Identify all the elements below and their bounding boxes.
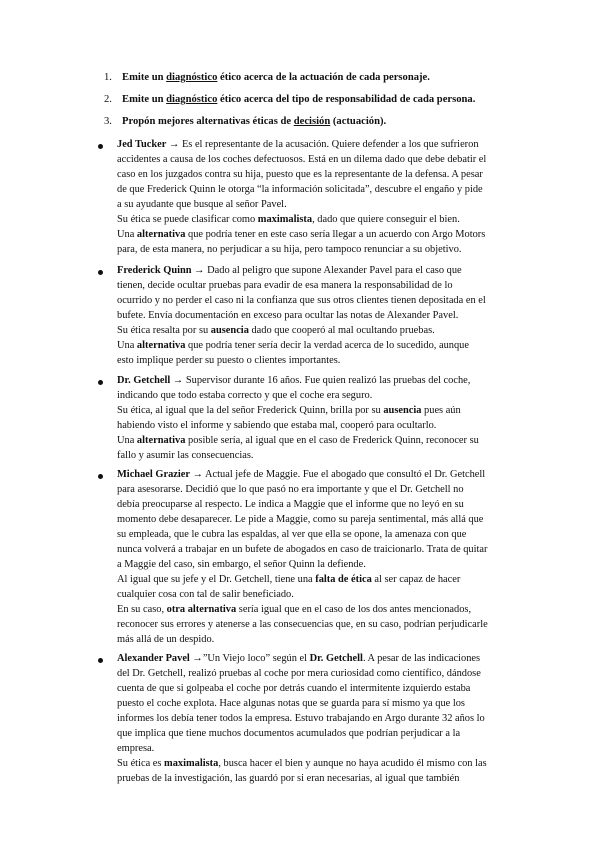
character-name: Frederick Quinn xyxy=(117,265,192,276)
question-1: 1. Emite un diagnóstico ético acerca de la actuación de cada personaje. xyxy=(104,72,430,83)
document-page: 1. Emite un diagnóstico ético acerca de la actuación de cada personaje. 2. Emite un diagnóstico ético acerca del tipo de responsabilidad de cada persona. 3. Propón mejores alternativas éticas de decisión (actuación). Jed Tucker → Es el representante de la acusación. Quiere defender a los que sufrieron accidentes a causa de los coches defectuosos. Está en un dilema dado que debe debatir el caso en los juzgados contra su hija, puesto que es la representante de la defensa. A pesar de que Frederick Quinn le otorga “la información solicitada”, descubre el engaño y pide a su ayudante que busque al señor Pavel. Su ética se puede clasificar como maximalista, dado que quiere conseguir el bien. Una alternativa que podría tener en este caso sería llegar a un acuerdo con Argo Motors para, de esta manera, no perjudicar a su hija, pero tampoco renunciar a su objetivo. Frederick Quinn → Dado al peligro que supone Alexander Pavel para el caso que tienen, decide ocultar pruebas para evadir de esa manera la responsabilidad de lo ocurrido y no perder el caso ni la confianza que sus otros clientes tienen depositada en el bufete. Envía documentación en exceso para ocultar las notas de Alexander Pavel. Su ética resalta por su ausencia dado que cooperó al mal ocultando pruebas. Una alternativa que podría tener sería decir la verdad acerca de lo sucedido, aunque esto implique perder su puesto o clientes importantes. Dr. Getchell → Supervisor durante 16 años. Fue quien realizó las pruebas del coche, indicando que todo estaba correcto y que el coche era seguro. Su ética, al igual que la del señor Frederick Quinn, brilla por su ausencia pues aún habiendo visto el informe y sabiendo que estaba mal, cooperó para ocultarlo. Una alternativa posible sería, al igual que en el caso de Frederick Quinn, reconocer su fallo y asumir las consecuencias. Michael Grazier → Actual jefe de Maggie. Fue el abogado que consultó el Dr. Getchell para asesorarse. Decidió que lo que pasó no era importante y que el Dr. Getchell no debía preocuparse al respecto. Le indica a Maggie que el informe que no leyó en su momento debe desaparecer. Le pide a Maggie, como su pareja sentimental, más allá que su empleada, que le cubra las espaldas, al ver que ella se opone, la amenaza con que nunca volverá a trabajar en un bufete de abogados en caso de traicionarlo. Trata de quitar a Maggie del caso, sin embargo, el señor Quinn la defiende. Al igual que su jefe y el Dr. Getchell, tiene una falta de ética al ser capaz de hacer cualquier cosa con tal de salir beneficiado. En su caso, otra alternativa sería igual que en el caso de los dos antes mencionados, reconocer sus errores y atenerse a las consecuencias que, en su caso, podrían perjudicarle más allá de un despido. Alexander Pavel →”Un Viejo loco” según el Dr. Getchell. A pesar de las indicaciones del Dr. Getchell, realizó pruebas al coche por mera curiosidad como científico, dándose cuenta de que si golpeaba el coche por detrás cuando el intermitente izquierdo estaba puesto el coche explota. Hace algunas notas que se guarda para sí mismo ya que los informes los debía tener todos la empresa. Estuvo trabajando en Argo durante 32 años lo que implica que tiene muchos documentos acumulados que podrían perjudicar a la empresa. Su ética es maximalista, busca hacer el bien y aunque no haya acudido él mismo con las pruebas de la investigación, las guardó por si eran necesarias, al igual que también xyxy=(0,0,600,848)
bullet-icon xyxy=(98,144,103,149)
bullet-icon xyxy=(98,270,103,275)
character-name: Alexander Pavel xyxy=(117,653,190,664)
character-name: Dr. Getchell xyxy=(117,375,171,386)
question-2-number: 2. xyxy=(104,94,112,105)
question-1-number: 1. xyxy=(104,72,112,83)
question-3: 3. Propón mejores alternativas éticas de decisión (actuación). xyxy=(104,116,387,127)
character-name: Jed Tucker xyxy=(117,139,167,150)
question-2: 2. Emite un diagnóstico ético acerca del tipo de responsabilidad de cada persona. xyxy=(104,94,476,105)
bullet-icon xyxy=(98,658,103,663)
bullet-icon xyxy=(98,380,103,385)
character-name: Michael Grazier xyxy=(117,469,190,480)
question-3-number: 3. xyxy=(104,116,112,127)
bullet-icon xyxy=(98,474,103,479)
